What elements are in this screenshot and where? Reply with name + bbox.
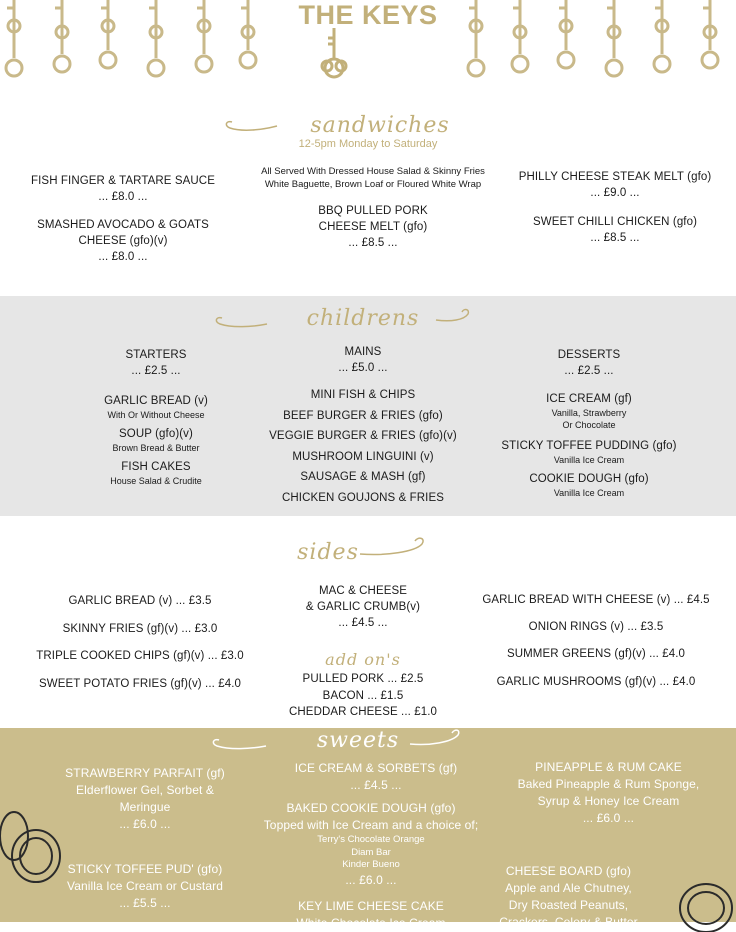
sides-title: sides [297, 540, 359, 565]
item-name: & GARLIC CRUMB(v) [305, 601, 421, 613]
item-desc: Topped with Ice Cream and a choice of; [263, 818, 479, 832]
item-price: ... £8.5 ... [348, 237, 398, 249]
menu-item [30, 861, 260, 912]
item-name: SWEET CHILLI CHICKEN (gfo) [532, 216, 698, 228]
item-name: COOKIE DOUGH (gfo) [529, 473, 649, 485]
item-desc: Elderflower Gel, Sorbet & [76, 783, 214, 797]
key-bow [100, 52, 116, 68]
list-item: BEEF BURGER & FRIES (gfo) [283, 409, 443, 422]
menu-item [505, 169, 725, 201]
item-desc: Dry Roasted Peanuts, [508, 898, 629, 912]
list-item: GARLIC BREAD (v) ... £3.5 [68, 595, 212, 607]
item-desc: Baked Pineapple & Rum Sponge, [517, 777, 700, 791]
section-heading: STARTERS [125, 349, 187, 361]
item-name: FISH FINGER & TARTARE SAUCE [31, 175, 215, 187]
key-bow [54, 56, 70, 72]
section-price: ... £5.0 ... [338, 362, 388, 374]
swash-left-icon [208, 734, 270, 756]
menu-item [499, 471, 679, 499]
sides-left-list [20, 593, 260, 692]
key-bow [196, 56, 212, 72]
addons-list [263, 671, 463, 720]
item-price: ... £6.0 ... [119, 817, 171, 831]
menu-item [451, 863, 686, 931]
item-desc: Apple and Ale Chutney, [505, 881, 632, 895]
note-line: White Baguette, Brown Loaf or Floured White Wrap [264, 179, 482, 190]
item-name: STICKY TOFFEE PUDDING (gfo) [501, 440, 677, 452]
item-desc: Meringue [119, 800, 171, 814]
item-desc: Vanilla, Strawberry [551, 408, 627, 418]
item-desc: House Salad & Crudite [110, 476, 202, 486]
item-desc: Vanilla Ice Cream or Custard [67, 879, 223, 893]
list-item: ONION RINGS (v) ... £3.5 [528, 621, 664, 634]
logo-key-icon [318, 28, 350, 80]
item-price: ... £6.0 ... [582, 811, 635, 825]
key-bow [606, 60, 622, 76]
desserts-header [519, 347, 659, 379]
swash-right-icon [360, 536, 430, 562]
item-name: STICKY TOFFEE PUD' (gfo) [67, 862, 223, 876]
item-desc: Brown Bread & Butter [112, 443, 200, 453]
item-name: BBQ PULLED PORK [318, 205, 428, 217]
mains-list [253, 387, 473, 506]
list-item: SWEET POTATO FRIES (gf)(v) ... £4.0 [38, 678, 241, 691]
item-price: ... £5.5 ... [119, 896, 171, 910]
item-desc: Syrup & Honey Ice Cream [537, 794, 680, 808]
section-heading: MAINS [344, 346, 382, 358]
section-price: ... £2.5 ... [131, 365, 181, 377]
item-desc: Vanilla Ice Cream [553, 488, 625, 498]
menu-item [18, 173, 228, 205]
item-desc: Vanilla Ice Cream [553, 455, 625, 465]
item-price: ... £8.0 ... [98, 251, 148, 263]
macaron-illustration-icon [0, 806, 64, 886]
item-price: ... £8.5 ... [590, 232, 640, 244]
list-item: GARLIC BREAD WITH CHEESE (v) ... £4.5 [482, 594, 710, 606]
item-price: ... £6.0 ... [345, 872, 397, 887]
key-bow [512, 56, 528, 72]
menu-item [261, 760, 491, 794]
sweets-title: sweets [316, 728, 400, 753]
item-name: CHEESE (gfo)(v) [78, 235, 168, 247]
item-desc: With Or Without Cheese [107, 410, 205, 420]
swash-right-icon [410, 728, 465, 752]
list-item: MINI FISH & CHIPS [310, 389, 416, 401]
item-price: ... £9.0 ... [590, 187, 640, 199]
key-bow [148, 60, 164, 76]
menu-item [66, 393, 246, 421]
list-item: VEGGIE BURGER & FRIES (gfo)(v) [269, 430, 457, 443]
key-bow [654, 56, 670, 72]
item-name: KEY LIME CHEESE CAKE [298, 899, 444, 913]
list-item: SUMMER GREENS (gf)(v) ... £4.0 [506, 648, 686, 661]
key-bow [6, 60, 22, 76]
list-item: GARLIC MUSHROOMS (gf)(v) ... £4.0 [496, 675, 696, 688]
item-desc: Crackers, Celery & Butter [499, 915, 638, 929]
menu-item [489, 438, 689, 466]
list-item: CHICKEN GOUJONS & FRIES [281, 491, 445, 504]
menu-item [66, 426, 246, 454]
list-item: PULLED PORK ... £2.5 [302, 673, 424, 685]
swash-left-icon [222, 116, 282, 136]
item-desc: Or Chocolate [562, 420, 616, 430]
list-item: SAUSAGE & MASH (gf) [300, 471, 426, 484]
item-name: CHEESE BOARD (gfo) [505, 864, 632, 878]
item-name: STRAWBERRY PARFAIT (gf) [65, 766, 225, 780]
item-name: SOUP (gfo)(v) [119, 428, 193, 440]
item-price: ... £4.5 ... [338, 617, 388, 629]
menu-item [491, 759, 726, 827]
menu-item [499, 391, 679, 431]
addons-title: add on's [325, 650, 401, 669]
section-heading: DESSERTS [557, 349, 621, 361]
swash-right-icon [436, 306, 476, 328]
item-option: Terry's Chocolate Orange [317, 834, 425, 845]
menu-item [263, 203, 483, 251]
item-desc: White Chocolate Ice Cream [296, 916, 446, 930]
item-name: PINEAPPLE & RUM CAKE [535, 760, 682, 774]
list-item: TRIPLE COOKED CHIPS (gf)(v) ... £3.0 [36, 650, 244, 663]
menu-item [18, 217, 228, 265]
logo-text: THE KEYS [298, 0, 438, 30]
swash-left-icon [212, 312, 272, 332]
list-item: MUSHROOM LINGUINI (v) [292, 450, 434, 463]
item-option: Diam Bar [351, 846, 391, 858]
macaron-illustration-icon [678, 880, 736, 922]
item-name: GARLIC BREAD (v) [104, 395, 208, 407]
sandwiches-note [253, 165, 493, 191]
item-name: SMASHED AVOCADO & GOATS [37, 219, 209, 231]
key-bow [468, 60, 484, 76]
item-price: ... £8.0 ... [98, 191, 148, 203]
list-item: BACON ... £1.5 [322, 689, 404, 702]
menu-item [30, 765, 260, 833]
list-item: SKINNY FRIES (gf)(v) ... £3.0 [62, 622, 218, 635]
item-name: ICE CREAM (gf) [546, 393, 632, 405]
menu-item [505, 214, 725, 246]
item-option: Kinder Bueno [342, 859, 400, 870]
item-name: CHEESE MELT (gfo) [318, 221, 428, 233]
sides-right-list [476, 592, 716, 690]
menu-item [263, 583, 463, 631]
item-name: ICE CREAM & SORBETS (gf) [294, 761, 458, 775]
key-bow [240, 52, 256, 68]
section-price: ... £2.5 ... [564, 365, 614, 377]
starters-header [86, 347, 226, 379]
list-item: CHEDDAR CHEESE ... £1.0 [288, 706, 437, 719]
key-bow [702, 52, 718, 68]
childrens-title: childrens [306, 306, 420, 331]
item-name: PHILLY CHEESE STEAK MELT (gfo) [518, 171, 712, 183]
sandwiches-title: sandwiches [310, 113, 450, 138]
item-name: FISH CAKES [121, 461, 191, 473]
item-name: MAC & CHEESE [318, 585, 408, 597]
item-price: ... £4.5 ... [350, 778, 402, 792]
mains-header [293, 344, 433, 376]
menu-item [66, 459, 246, 487]
sandwiches-hours: 12-5pm Monday to Saturday [298, 138, 438, 150]
item-name: BAKED COOKIE DOUGH (gfo) [286, 801, 456, 815]
note-line: All Served With Dressed House Salad & Skinny Fries [261, 166, 485, 177]
key-bow [558, 52, 574, 68]
